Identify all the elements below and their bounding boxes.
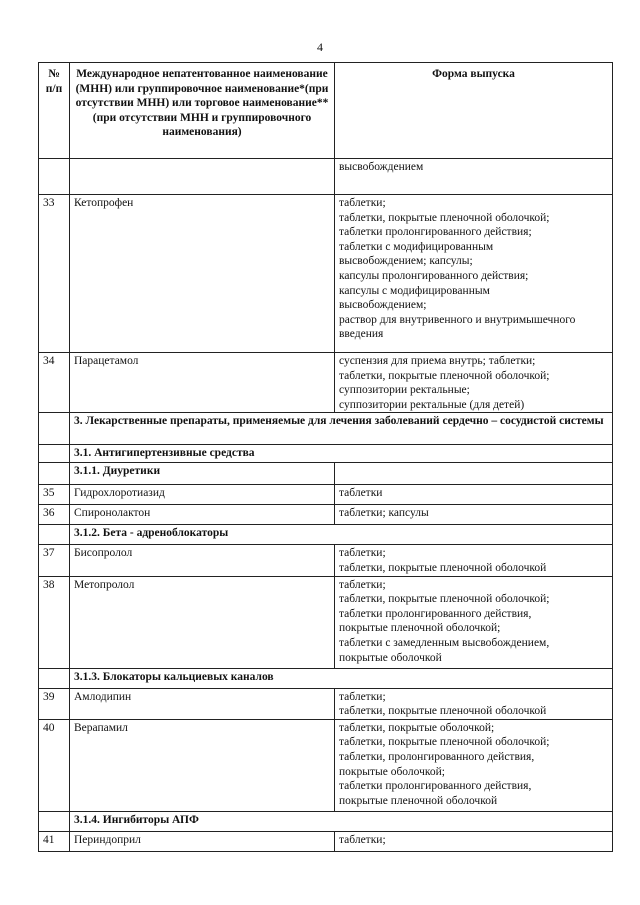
form-line: таблетки;: [339, 690, 386, 703]
row-name: Периндоприл: [70, 831, 335, 851]
form-line: таблетки, пролонгированного действия,: [339, 750, 535, 763]
table-row: [39, 831, 613, 851]
row-number: 33: [39, 195, 70, 353]
section-number-cell: [39, 525, 70, 545]
row-name: Метопролол: [70, 576, 335, 668]
row-forms: [335, 831, 613, 851]
section-title: 3.1.4. Ингибиторы АПФ: [70, 811, 613, 831]
header-form: Форма выпуска: [335, 63, 613, 159]
row-number: 35: [39, 485, 70, 505]
form-line: таблетки пролонгированного действия,: [339, 607, 532, 620]
form-line: таблетки, покрытые пленочной оболочкой;: [339, 211, 550, 224]
header-number: № п/п: [39, 63, 70, 159]
row-number: 39: [39, 688, 70, 719]
table-row: [39, 719, 613, 811]
section-title: 3. Лекарственные препараты, применяемые для лечения заболеваний сердечно – сосудистой системы: [70, 413, 613, 445]
section-row: [39, 445, 613, 463]
section-number-cell: [39, 413, 70, 445]
form-line: таблетки, покрытые пленочной оболочкой;: [339, 369, 550, 382]
row-number: 37: [39, 545, 70, 576]
table-header-row: [39, 63, 613, 159]
section-title: 3.1. Антигипертензивные средства: [70, 445, 613, 463]
section-number-cell: [39, 668, 70, 688]
form-line: высвобождением;: [339, 299, 427, 312]
section-row: [39, 668, 613, 688]
form-line: таблетки: [339, 487, 383, 500]
row-name: Кетопрофен: [70, 195, 335, 353]
row-name: Гидрохлоротиазид: [70, 485, 335, 505]
form-line: суппозитории ректальные;: [339, 384, 470, 397]
form-line: таблетки с модифицированным: [339, 240, 494, 253]
form-line: таблетки;: [339, 578, 386, 591]
row-number: 34: [39, 353, 70, 413]
section-row: [39, 525, 613, 545]
row-name: Спиронолактон: [70, 505, 335, 525]
form-line: таблетки; капсулы: [339, 507, 429, 520]
row-forms: [335, 688, 613, 719]
section-title: 3.1.2. Бета - адреноблокаторы: [70, 525, 613, 545]
form-line: таблетки с замедленным высвобождением,: [339, 636, 550, 649]
section-title: 3.1.1. Диуретики: [70, 463, 335, 485]
form-line: таблетки, покрытые пленочной оболочкой: [339, 561, 547, 574]
form-line: покрытые пленочной оболочкой;: [339, 622, 501, 635]
form-line: таблетки;: [339, 197, 386, 209]
table-row: [39, 688, 613, 719]
row-number: 36: [39, 505, 70, 525]
form-line: раствор для внутривенного и внутримышечного: [339, 313, 576, 326]
section-empty-cell: [335, 463, 613, 485]
form-line: покрытые пленочной оболочкой: [339, 794, 498, 807]
section-row: [39, 463, 613, 485]
form-line: таблетки, покрытые пленочной оболочкой;: [339, 593, 550, 606]
form-line: покрытые оболочкой;: [339, 765, 445, 778]
section-row: [39, 413, 613, 445]
row-name: Парацетамол: [70, 353, 335, 413]
section-number-cell: [39, 811, 70, 831]
row-forms: [335, 719, 613, 811]
form-line: таблетки;: [339, 833, 386, 846]
section-number-cell: [39, 445, 70, 463]
row-number: [39, 159, 70, 195]
form-line: таблетки пролонгированного действия,: [339, 780, 532, 793]
form-line: капсулы с модифицированным: [339, 284, 490, 297]
page-number: 4: [317, 40, 323, 54]
section-row: [39, 811, 613, 831]
form-line: суппозитории ректальные (для детей): [339, 398, 525, 411]
table-row: [39, 576, 613, 668]
row-forms: [335, 195, 613, 353]
form-line: таблетки, покрытые пленочной оболочкой: [339, 705, 547, 718]
row-name: Амлодипин: [70, 688, 335, 719]
form-line: таблетки, покрытые оболочкой;: [339, 721, 495, 734]
section-number-cell: [39, 463, 70, 485]
row-forms: [335, 485, 613, 505]
row-name: Верапамил: [70, 719, 335, 811]
form-line: высвобождением: [339, 161, 424, 173]
table-row: [39, 545, 613, 576]
row-forms: [335, 353, 613, 413]
row-forms: [335, 576, 613, 668]
row-number: 41: [39, 831, 70, 851]
form-line: капсулы пролонгированного действия;: [339, 269, 529, 282]
table-row: [39, 485, 613, 505]
table-row: [39, 195, 613, 353]
table-row: [39, 505, 613, 525]
row-forms: [335, 545, 613, 576]
table-row: [39, 159, 613, 195]
table-row: [39, 353, 613, 413]
form-line: таблетки пролонгированного действия;: [339, 226, 532, 239]
medicines-table: [38, 62, 613, 852]
row-forms: [335, 159, 613, 195]
form-line: таблетки, покрытые пленочной оболочкой;: [339, 736, 550, 749]
header-name: Международное непатентованное наименование (МНН) или группировочное наименование*(при отсутствии МНН) или торговое наименование** (при отсутствии МНН и группировочного наименования): [70, 63, 335, 159]
row-name: Бисопролол: [70, 545, 335, 576]
row-forms: [335, 505, 613, 525]
form-line: суспензия для приема внутрь; таблетки;: [339, 355, 536, 367]
row-number: 40: [39, 719, 70, 811]
form-line: таблетки;: [339, 547, 386, 560]
form-line: покрытые оболочкой: [339, 651, 442, 664]
row-number: 38: [39, 576, 70, 668]
row-name: [70, 159, 335, 195]
form-line: введения: [339, 328, 384, 341]
form-line: высвобождением; капсулы;: [339, 255, 473, 268]
section-title: 3.1.3. Блокаторы кальциевых каналов: [70, 668, 613, 688]
